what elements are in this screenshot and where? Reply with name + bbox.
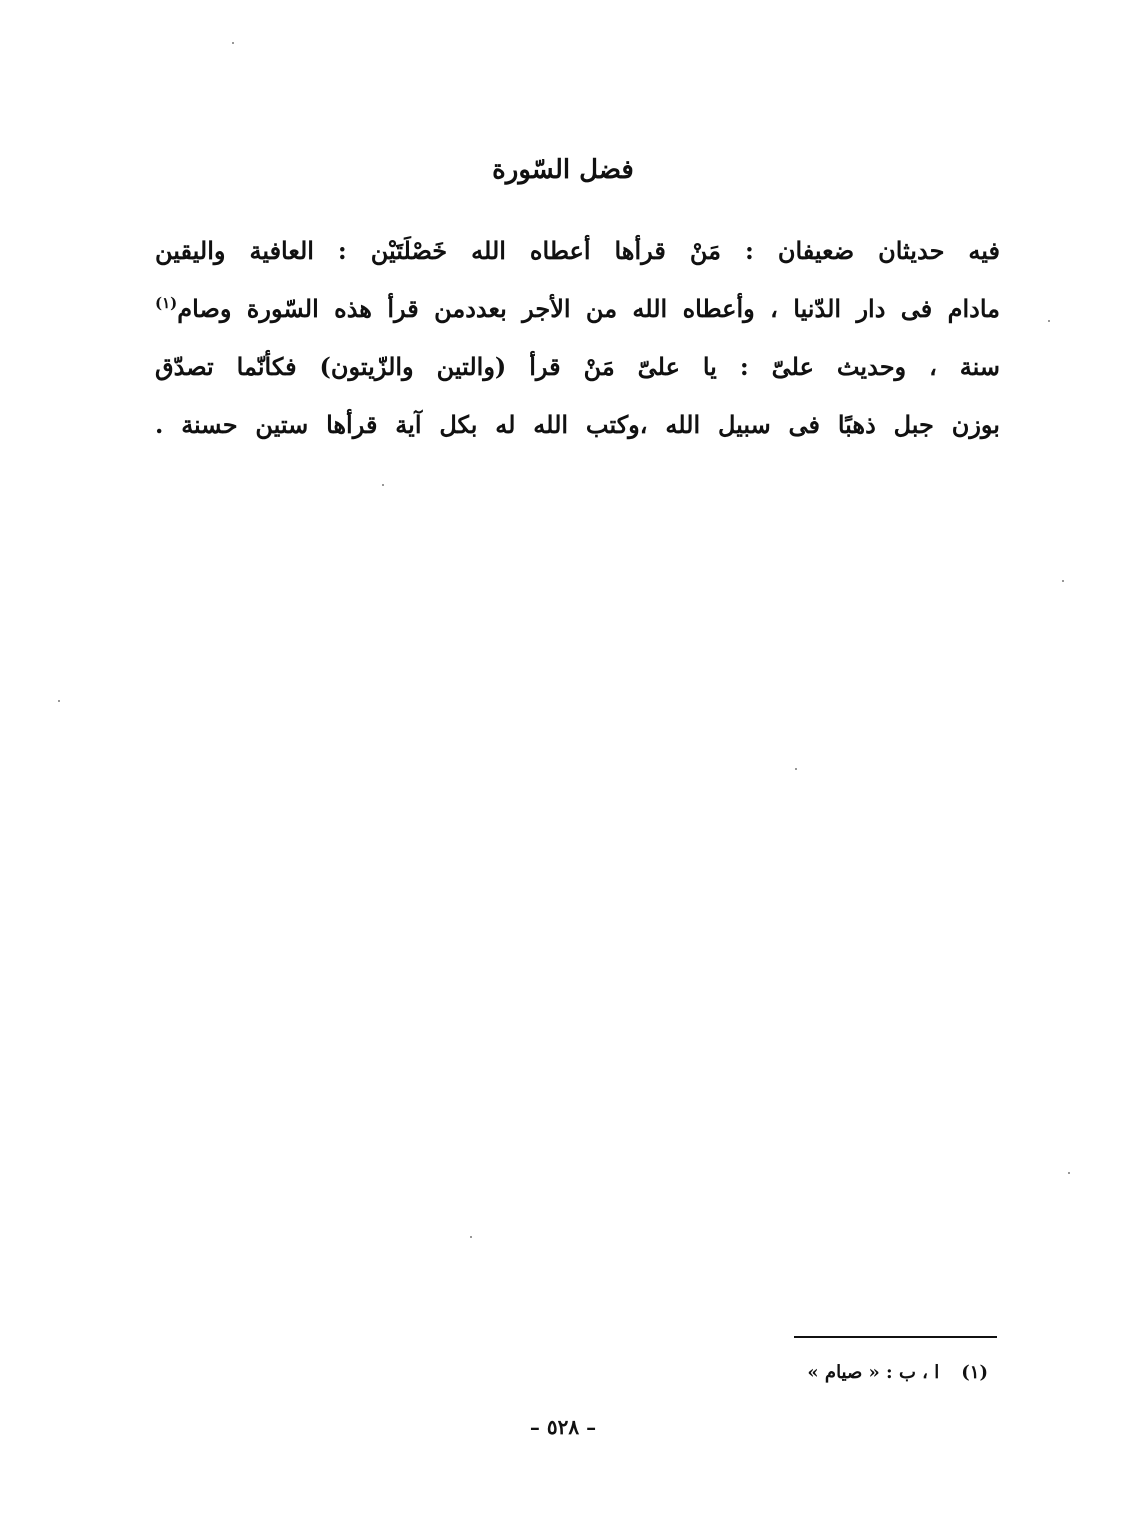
- body-line-4: بوزن جبل ذهبًا فى سبيل الله ،وكتب الله له بكل آية قرأها ستين حسنة .: [155, 410, 1000, 439]
- section-title: فضل السّورة: [492, 155, 634, 185]
- scan-speck: [58, 700, 60, 702]
- body-line-3: سنة ، وحديث علىّ : يا علىّ مَنْ قرأ (والتين والزّيتون) فكأنّما تصدّق: [155, 352, 1000, 381]
- body-line-1: فيه حديثان ضعيفان : مَنْ قرأها أعطاه الله خَصْلَتَيْن : العافية واليقين: [155, 236, 1000, 265]
- scan-speck: [470, 1236, 472, 1238]
- scan-speck: [1062, 580, 1064, 582]
- footnote-text: ا ، ب : « صيام »: [807, 1362, 940, 1383]
- scan-speck: [1068, 1172, 1070, 1174]
- page-number: – ٥٢٨ –: [529, 1415, 597, 1439]
- scan-speck: [382, 484, 384, 486]
- body-text: [155, 222, 1000, 454]
- footnote-separator: [794, 1336, 997, 1338]
- scan-speck: [232, 42, 234, 44]
- scan-speck: [1048, 320, 1050, 322]
- footnote-reference: (١): [155, 294, 178, 312]
- body-line-2: [155, 280, 1000, 338]
- body-line-2-text: مادام فى دار الدّنيا ، وأعطاه الله من الأجر بعددمن قرأ هذه السّورة وصام: [177, 294, 1000, 323]
- scan-speck: [795, 768, 797, 770]
- footnote-number: (١): [961, 1362, 988, 1383]
- footnote: [807, 1362, 988, 1383]
